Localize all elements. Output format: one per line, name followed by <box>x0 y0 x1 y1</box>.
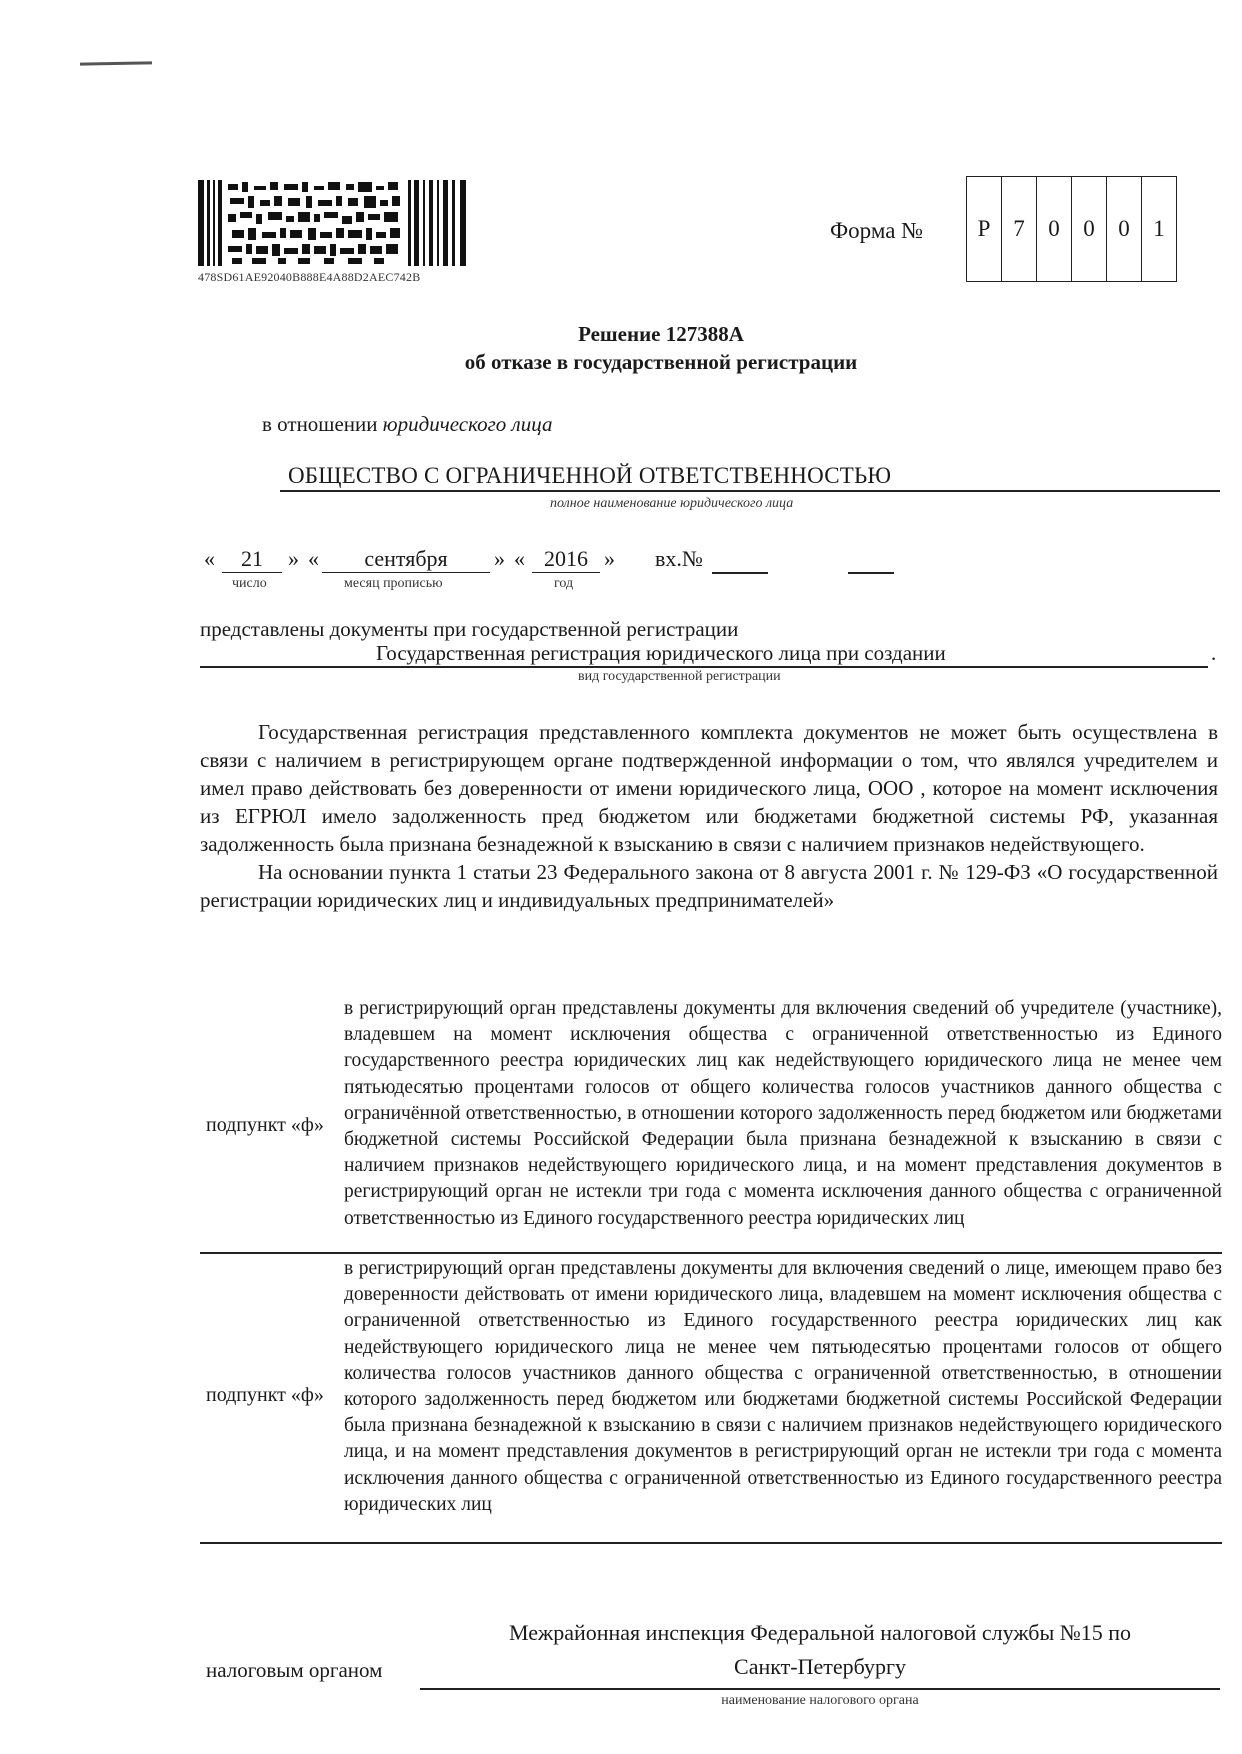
form-label: Форма № <box>830 218 924 243</box>
date-month: сентября <box>322 546 490 573</box>
date-close-quote: » <box>604 546 615 571</box>
date-year: 2016 <box>532 546 600 573</box>
subject-prefix: в отношении <box>262 412 378 436</box>
date-open-quote: « <box>514 546 525 571</box>
legal-basis-paragraph: На основании пункта 1 статьи 23 Федерального закона от 8 августа 2001 г. № 129-ФЗ «О государственной регистрации юридических лиц и индивидуальных предпринимателей» <box>200 860 1218 912</box>
date-open-quote: « <box>204 546 215 571</box>
month-caption: месяц прописью <box>344 576 443 591</box>
form-digit: 0 <box>1107 177 1142 281</box>
subpoint-separator <box>200 1542 1222 1544</box>
decision-body <box>200 718 1218 914</box>
day-caption: число <box>232 576 267 591</box>
form-digit: 0 <box>1072 177 1107 281</box>
date-month-field <box>322 546 490 573</box>
scan-mark <box>80 61 152 65</box>
company-underline <box>280 490 1220 492</box>
form-number-boxes <box>966 176 1177 282</box>
year-caption: год <box>554 576 574 591</box>
company-name: ОБЩЕСТВО С ОГРАНИЧЕННОЙ ОТВЕТСТВЕННОСТЬЮ <box>288 463 892 488</box>
subpoint-text: в регистрирующий орган представлены документы для включения сведений о лице, имеющем право без доверенности действовать от имени юридического лица, владевшем на момент исключения общества с ограниченной ответственностью из Единого государственного реестра юридических лиц как недействующего юридического лица не менее чем пятьюдесятью процентами голосов от общего количества голосов участников данного общества с ограниченной ответственностью, в отношении которого задолженность перед бюджетом или бюджетами бюджетной системы Российской Федерации была признана безнадежной к взысканию в связи с наличием признаков недействующего юридического лица, и на момент представления документов в регистрирующий орган не истекли три года с момента исключения данного общества с ограниченной ответственностью из Единого государственного реестра юридических лиц <box>344 1258 1222 1515</box>
form-digit: Р <box>967 177 1002 281</box>
date-open-quote: « <box>308 546 319 571</box>
form-digit: 0 <box>1037 177 1072 281</box>
subject-type: юридического лица <box>382 412 553 436</box>
subpoint-label: подпункт «ф» <box>206 1114 324 1136</box>
tax-authority-name <box>420 1616 1220 1684</box>
date-year-field <box>532 546 600 573</box>
barcode-code: 478SD61AE92040B888E4A88D2AEC742B <box>198 270 421 284</box>
company-caption: полное наименование юридического лица <box>550 496 794 511</box>
decision-title: Решение 127388А <box>578 322 744 346</box>
reason-paragraph: Государственная регистрация представленного комплекта документов не может быть осуществлена в связи с наличием в регистрирующем органе подтвержденной информации о том, что являлся учредителем и имел право действовать без доверенности от имени юридического лица, ООО , которое на момент исключения из ЕГРЮЛ имело задолженность пред бюджетом или бюджетами бюджетной системы РФ, указанная задолженность была признана безнадежной к взысканию в связи с наличием признаков недействующего. <box>200 720 1218 856</box>
form-digit: 1 <box>1153 216 1165 241</box>
subpoint-text: в регистрирующий орган представлены документы для включения сведений об учредителе (участнике), владевшем на момент исключения общества с ограниченной ответственностью из Единого государственного реестра юридических лиц как недействующего юридического лица не менее чем пятьюдесятью процентами голосов от общего количества голосов участников данного общества с ограничённой ответственностью, в отношении которого задолженность перед бюджетом или бюджетами бюджетной системы Российской Федерации была признана безнадежной к взысканию в связи с наличием признаков недействующего юридического лица, и на момент представления документов в регистрирующий орган не истекли три года с момента исключения данного общества с ограниченной ответственностью из Единого государственного реестра юридических лиц <box>344 998 1222 1229</box>
incoming-number-line <box>712 572 768 574</box>
subject-line <box>262 412 552 437</box>
date-day-field <box>222 546 282 573</box>
subpoint-separator <box>200 1252 1222 1254</box>
barcode-image <box>198 180 470 280</box>
tax-authority-underline <box>420 1688 1220 1690</box>
registration-period: . <box>1211 641 1217 665</box>
incoming-number-label: вх.№ <box>655 546 703 571</box>
date-close-quote: » <box>494 546 505 571</box>
tax-authority-name-line2: Санкт-Петербургу <box>734 1654 906 1679</box>
decision-subtitle: об отказе в государственной регистрации <box>464 350 858 374</box>
subpoint-label: подпункт «ф» <box>206 1384 324 1406</box>
tax-authority-caption: наименование налогового органа <box>721 1693 919 1708</box>
tax-authority-name-line1: Межрайонная инспекция Федеральной налоговой службы №15 по <box>508 1620 1132 1645</box>
registration-type: Государственная регистрация юридического лица при создании <box>376 641 946 665</box>
registration-type-caption: вид государственной регистрации <box>578 669 781 684</box>
date-close-quote: » <box>288 546 299 571</box>
date-day: 21 <box>222 546 282 573</box>
tax-authority-label: налоговым органом <box>206 1658 383 1682</box>
form-digit: 7 <box>1002 177 1037 281</box>
documents-intro: представлены документы при государственной регистрации <box>200 617 739 641</box>
incoming-date-line <box>848 572 894 574</box>
registration-type-underline <box>200 666 1208 668</box>
